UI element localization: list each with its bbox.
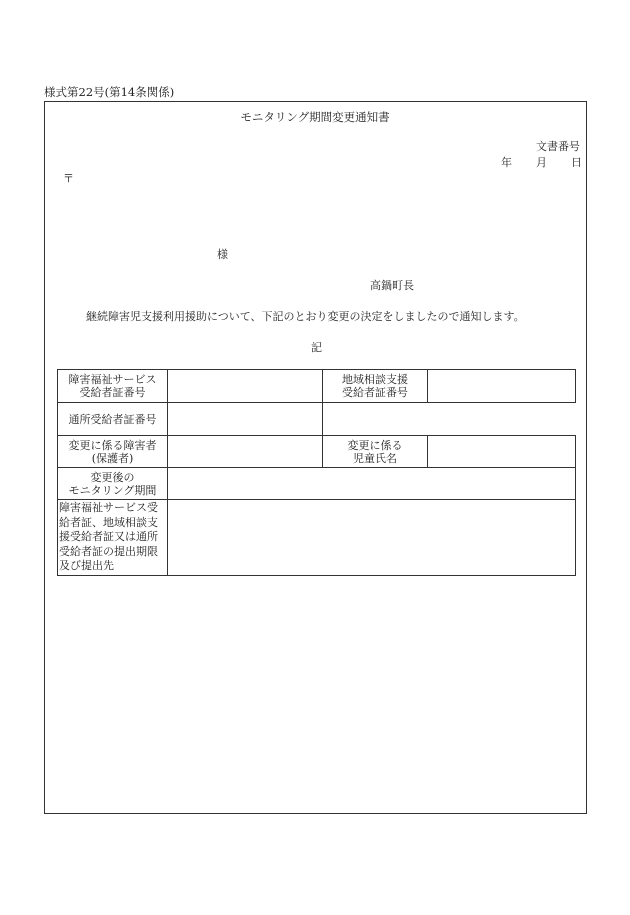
document-title: モニタリング期間変更通知書	[240, 110, 390, 124]
date-month: 月	[536, 156, 547, 169]
daycare-cert-label: 通所受給者証番号	[58, 403, 168, 436]
doc-number-label: 文書番号	[536, 140, 580, 153]
postal-mark: 〒	[63, 172, 74, 185]
child-name-label: 変更に係る 児童氏名	[323, 436, 428, 468]
submission-label: 障害福祉サービス受 給者証、地域相談支 援受給者証又は通所 受給者証の提出期限 及び提出先	[58, 500, 168, 576]
date-year: 年	[501, 156, 512, 169]
regional-cert-number-cells[interactable]	[428, 370, 576, 403]
info-table	[57, 369, 576, 576]
empty-cell	[323, 403, 576, 436]
ki-label: 記	[311, 341, 322, 354]
table-row	[58, 370, 576, 403]
sender-name: 高鍋町長	[370, 279, 414, 292]
table-row	[58, 500, 576, 576]
date-day: 日	[571, 156, 582, 169]
monitoring-period-value[interactable]	[168, 468, 576, 500]
table-row	[58, 436, 576, 468]
body-text: 継続障害児支援利用援助について、下記のとおり変更の決定をしましたので通知します。	[86, 310, 525, 323]
welfare-cert-label: 障害福祉サービス 受給者証番号	[58, 370, 168, 403]
submission-value[interactable]	[168, 500, 576, 576]
monitoring-period-label: 変更後の モニタリング期間	[58, 468, 168, 500]
table-row	[58, 468, 576, 500]
guardian-label: 変更に係る障害者 (保護者)	[58, 436, 168, 468]
guardian-value[interactable]	[168, 436, 323, 468]
daycare-cert-number-cells[interactable]	[168, 403, 323, 436]
form-number: 様式第22号(第14条関係)	[44, 85, 175, 99]
regional-cert-label: 地域相談支援 受給者証番号	[323, 370, 428, 403]
table-row	[58, 403, 576, 436]
child-name-value[interactable]	[428, 436, 576, 468]
welfare-cert-number-cells[interactable]	[168, 370, 323, 403]
addressee-suffix: 様	[217, 248, 228, 261]
